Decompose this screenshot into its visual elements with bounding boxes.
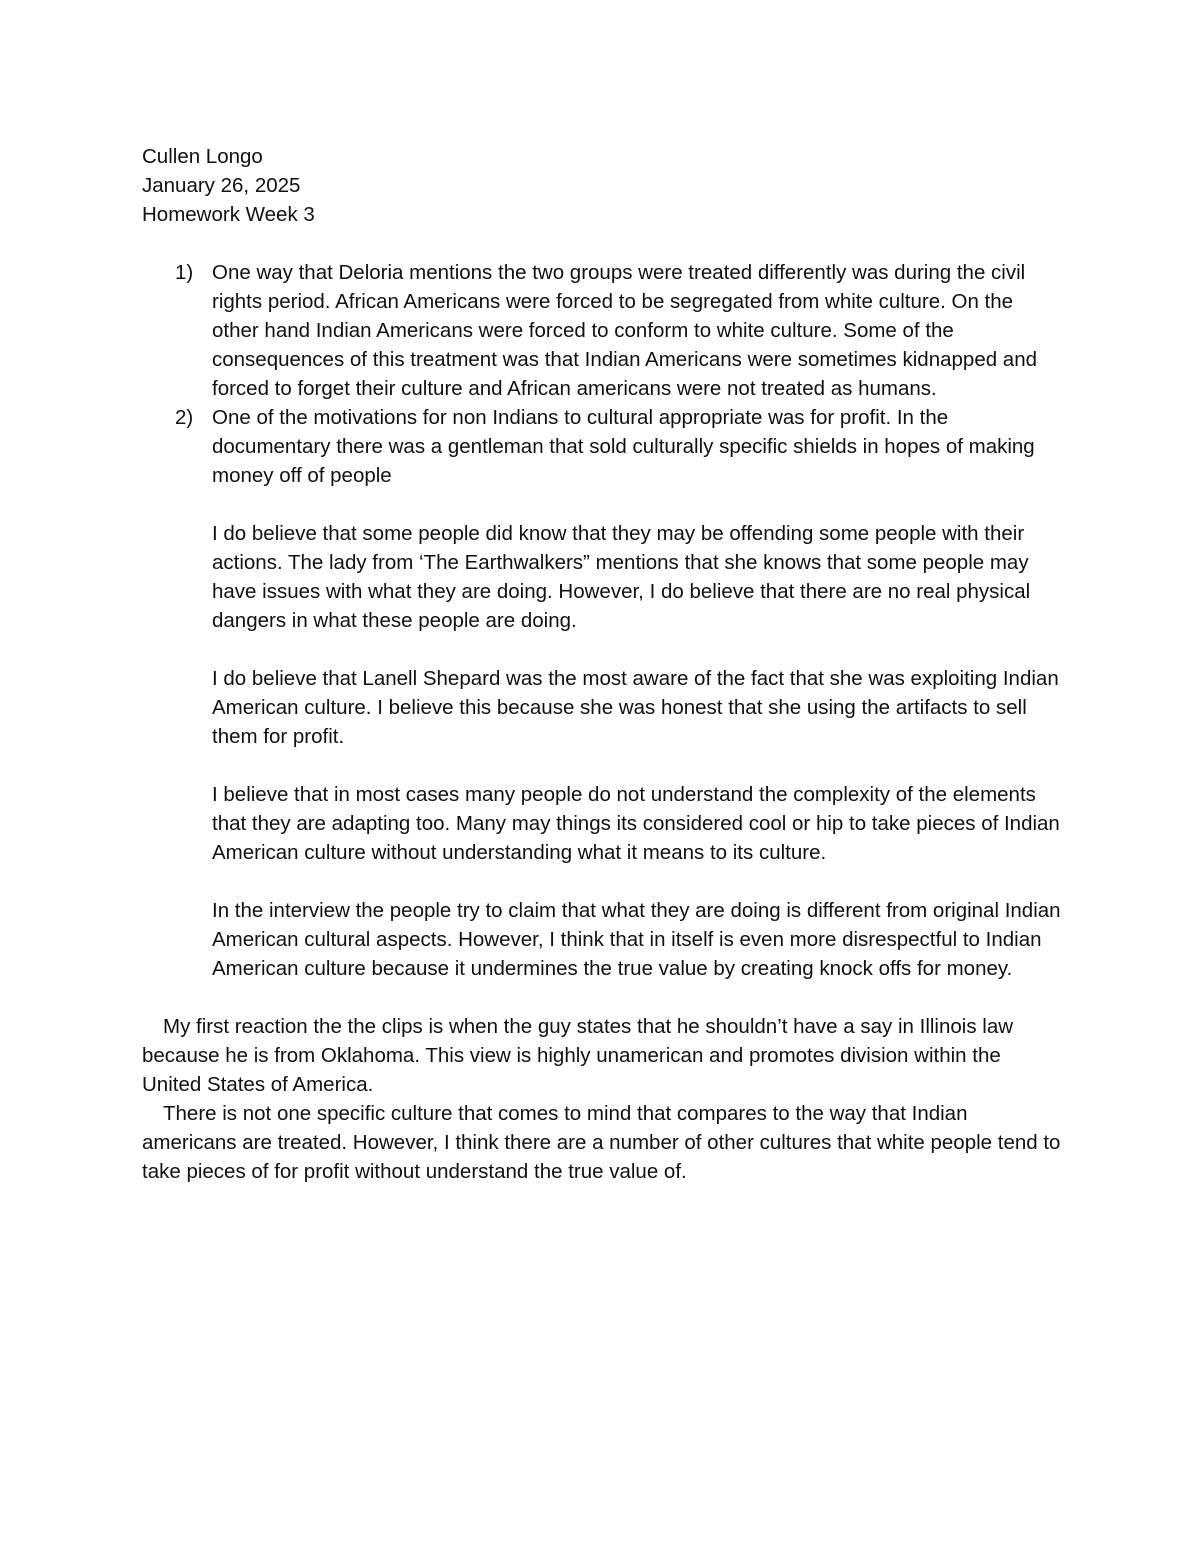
closing-paragraph: My first reaction the the clips is when the guy states that he shouldn’t have a say in Illinois law because he is from Oklahoma. This view is highly unamerican and promotes division within the United States of America. [142,1015,1014,1096]
list-number: 2) [175,406,194,429]
indented-paragraph: In the interview the people try to claim that what they are doing is different from original Indian American cultural aspects. However, I think that in itself is even more disrespectful to Indian American culture because it undermines the true value by creating knock offs for money. [212,899,1061,980]
answer-text: One of the motivations for non Indians to cultural appropriate was for profit. In the documentary there was a gentleman that sold culturally specific shields in hopes of making money off of people [212,406,1035,487]
list-number: 1) [175,261,194,284]
closing-paragraph: There is not one specific culture that comes to mind that compares to the way that Indian americans are treated. However, I think there are a number of other cultures that white people tend to take pieces of for profit without understand the true value of. [142,1102,1061,1183]
document-body [142,142,1062,1186]
author-name: Cullen Longo [142,145,263,168]
assignment-title: Homework Week 3 [142,203,315,226]
answers-list [142,258,1062,490]
indented-paragraph: I do believe that Lanell Shepard was the most aware of the fact that she was exploiting Indian American culture. I believe this because she was honest that she using the artifacts to sell them for profit. [212,667,1059,748]
indented-paragraph: I believe that in most cases many people do not understand the complexity of the elements that they are adapting too. Many may things its considered cool or hip to take pieces of Indian American culture without understanding what it means to its culture. [212,783,1060,864]
list-item [142,403,1062,490]
closing-section [142,1012,1062,1186]
document-date: January 26, 2025 [142,174,301,197]
indented-paragraph: I do believe that some people did know that they may be offending some people with their actions. The lady from ‘The Earthwalkers” mentions that she knows that some people may have issues with what they are doing. However, I do believe that there are no real physical dangers in what these people are doing. [212,522,1031,632]
list-item [142,258,1062,403]
answer-text: One way that Deloria mentions the two groups were treated differently was during the civil rights period. African Americans were forced to be segregated from white culture. On the other hand Indian Americans were forced to conform to white culture. Some of the consequences of this treatment was that Indian Americans were sometimes kidnapped and forced to forget their culture and African americans were not treated as humans. [212,261,1038,400]
